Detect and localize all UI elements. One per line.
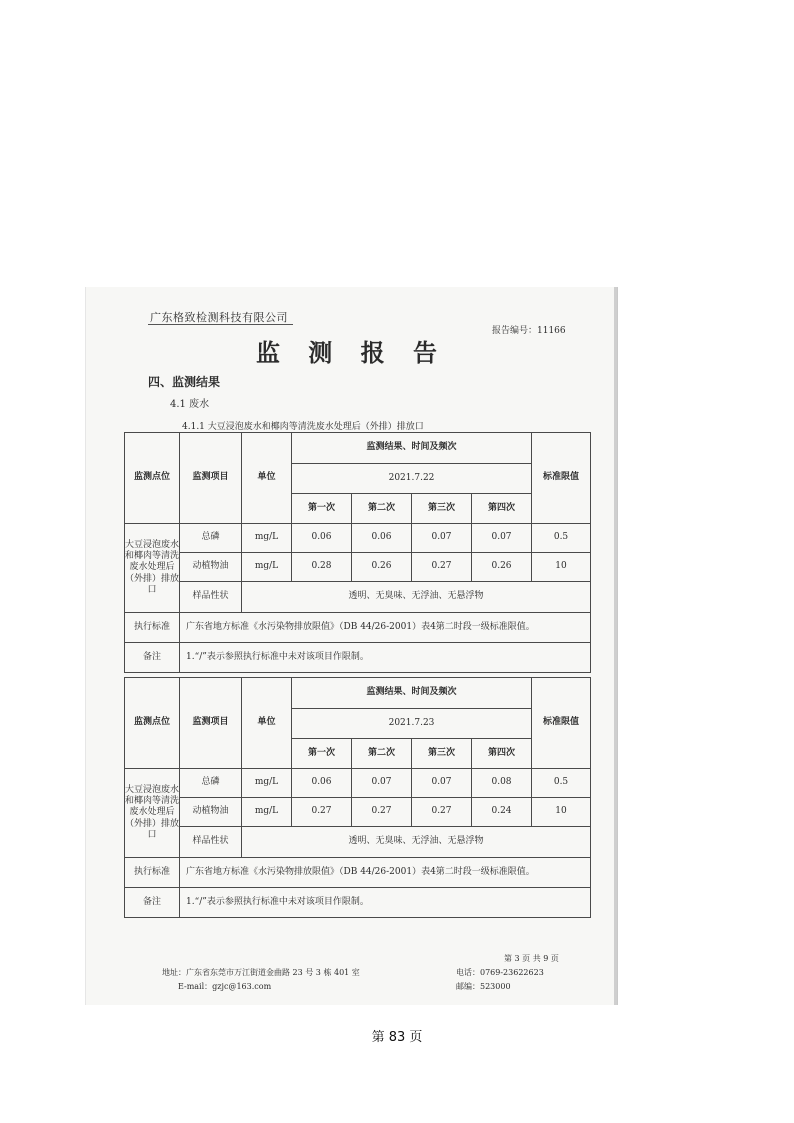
results-table-2	[124, 677, 591, 918]
note-label: 备注	[125, 643, 180, 673]
value-cell: 0.06	[292, 769, 352, 798]
item-unit: mg/L	[242, 798, 292, 827]
postcode: 邮编：523000	[456, 982, 511, 991]
results-table-1	[124, 432, 591, 673]
value-cell: 0.24	[472, 798, 532, 827]
time-4: 第四次	[472, 739, 532, 769]
time-4: 第四次	[472, 494, 532, 524]
company-name: 广东格致检测科技有限公司	[150, 311, 288, 324]
value-cell: 0.26	[472, 553, 532, 582]
monitoring-point: 大豆浸泡废水和椰肉等清洗废水处理后（外排）排放口	[125, 524, 180, 613]
section-heading: 四、监测结果	[148, 375, 221, 389]
time-2: 第二次	[352, 739, 412, 769]
time-3: 第三次	[412, 494, 472, 524]
header-result: 监测结果、时间及频次	[292, 678, 532, 709]
sample-description: 透明、无臭味、无浮油、无悬浮物	[242, 827, 591, 858]
value-cell: 0.27	[292, 798, 352, 827]
email: E-mail：gzjc@163.com	[178, 982, 272, 991]
value-cell: 0.07	[352, 769, 412, 798]
value-cell: 0.27	[352, 798, 412, 827]
item-unit: mg/L	[242, 553, 292, 582]
telephone: 电话：0769-23622623	[456, 968, 544, 977]
time-1: 第一次	[292, 494, 352, 524]
address: 地址：广东省东莞市万江街道金曲路 23 号 3 栋 401 室	[162, 968, 360, 977]
header-limit: 标准限值	[532, 678, 591, 769]
item-name: 总磷	[180, 769, 242, 798]
note-text: 1.“/”表示参照执行标准中未对该项目作限制。	[180, 888, 591, 918]
standard-label: 执行标准	[125, 858, 180, 888]
item-unit: mg/L	[242, 769, 292, 798]
limit-cell: 10	[532, 553, 591, 582]
item-name: 总磷	[180, 524, 242, 553]
header-point: 监测点位	[125, 433, 180, 524]
sample-description: 透明、无臭味、无浮油、无悬浮物	[242, 582, 591, 613]
monitoring-point: 大豆浸泡废水和椰肉等清洗废水处理后（外排）排放口	[125, 769, 180, 858]
sample-label: 样品性状	[180, 582, 242, 613]
header-unit: 单位	[242, 433, 292, 524]
value-cell: 0.08	[472, 769, 532, 798]
limit-cell: 10	[532, 798, 591, 827]
sampling-date: 2021.7.22	[292, 464, 532, 494]
value-cell: 0.27	[412, 553, 472, 582]
header-limit: 标准限值	[532, 433, 591, 524]
header-unit: 单位	[242, 678, 292, 769]
value-cell: 0.27	[412, 798, 472, 827]
scanned-report-page	[86, 287, 617, 1005]
report-number: 报告编号：11166	[492, 326, 566, 336]
item-name: 动植物油	[180, 798, 242, 827]
limit-cell: 0.5	[532, 769, 591, 798]
header-item: 监测项目	[180, 433, 242, 524]
value-cell: 0.07	[472, 524, 532, 553]
standard-label: 执行标准	[125, 613, 180, 643]
value-cell: 0.06	[292, 524, 352, 553]
report-title: 监 测 报 告	[255, 338, 448, 367]
time-3: 第三次	[412, 739, 472, 769]
scan-edge	[614, 287, 617, 1005]
value-cell: 0.07	[412, 524, 472, 553]
value-cell: 0.06	[352, 524, 412, 553]
time-2: 第二次	[352, 494, 412, 524]
value-cell: 0.26	[352, 553, 412, 582]
header-point: 监测点位	[125, 678, 180, 769]
item-name: 动植物油	[180, 553, 242, 582]
company-underline	[148, 324, 293, 325]
limit-cell: 0.5	[532, 524, 591, 553]
subsection-heading: 4.1 废水	[170, 399, 210, 410]
header-item: 监测项目	[180, 678, 242, 769]
time-1: 第一次	[292, 739, 352, 769]
sampling-date: 2021.7.23	[292, 709, 532, 739]
sample-label: 样品性状	[180, 827, 242, 858]
item-unit: mg/L	[242, 524, 292, 553]
subsubsection-heading: 4.1.1 大豆浸泡废水和椰肉等清洗废水处理后（外排）排放口	[182, 422, 424, 432]
note-text: 1.“/”表示参照执行标准中未对该项目作限制。	[180, 643, 591, 673]
standard-text: 广东省地方标准《水污染物排放限值》（DB 44/26-2001）表4第二时段一级标准限值。	[180, 858, 591, 888]
header-result: 监测结果、时间及频次	[292, 433, 532, 464]
page-footer: 第 83 页	[371, 1030, 423, 1045]
note-label: 备注	[125, 888, 180, 918]
value-cell: 0.07	[412, 769, 472, 798]
value-cell: 0.28	[292, 553, 352, 582]
standard-text: 广东省地方标准《水污染物排放限值》（DB 44/26-2001）表4第二时段一级标准限值。	[180, 613, 591, 643]
report-page-number: 第 3 页 共 9 页	[504, 954, 559, 963]
